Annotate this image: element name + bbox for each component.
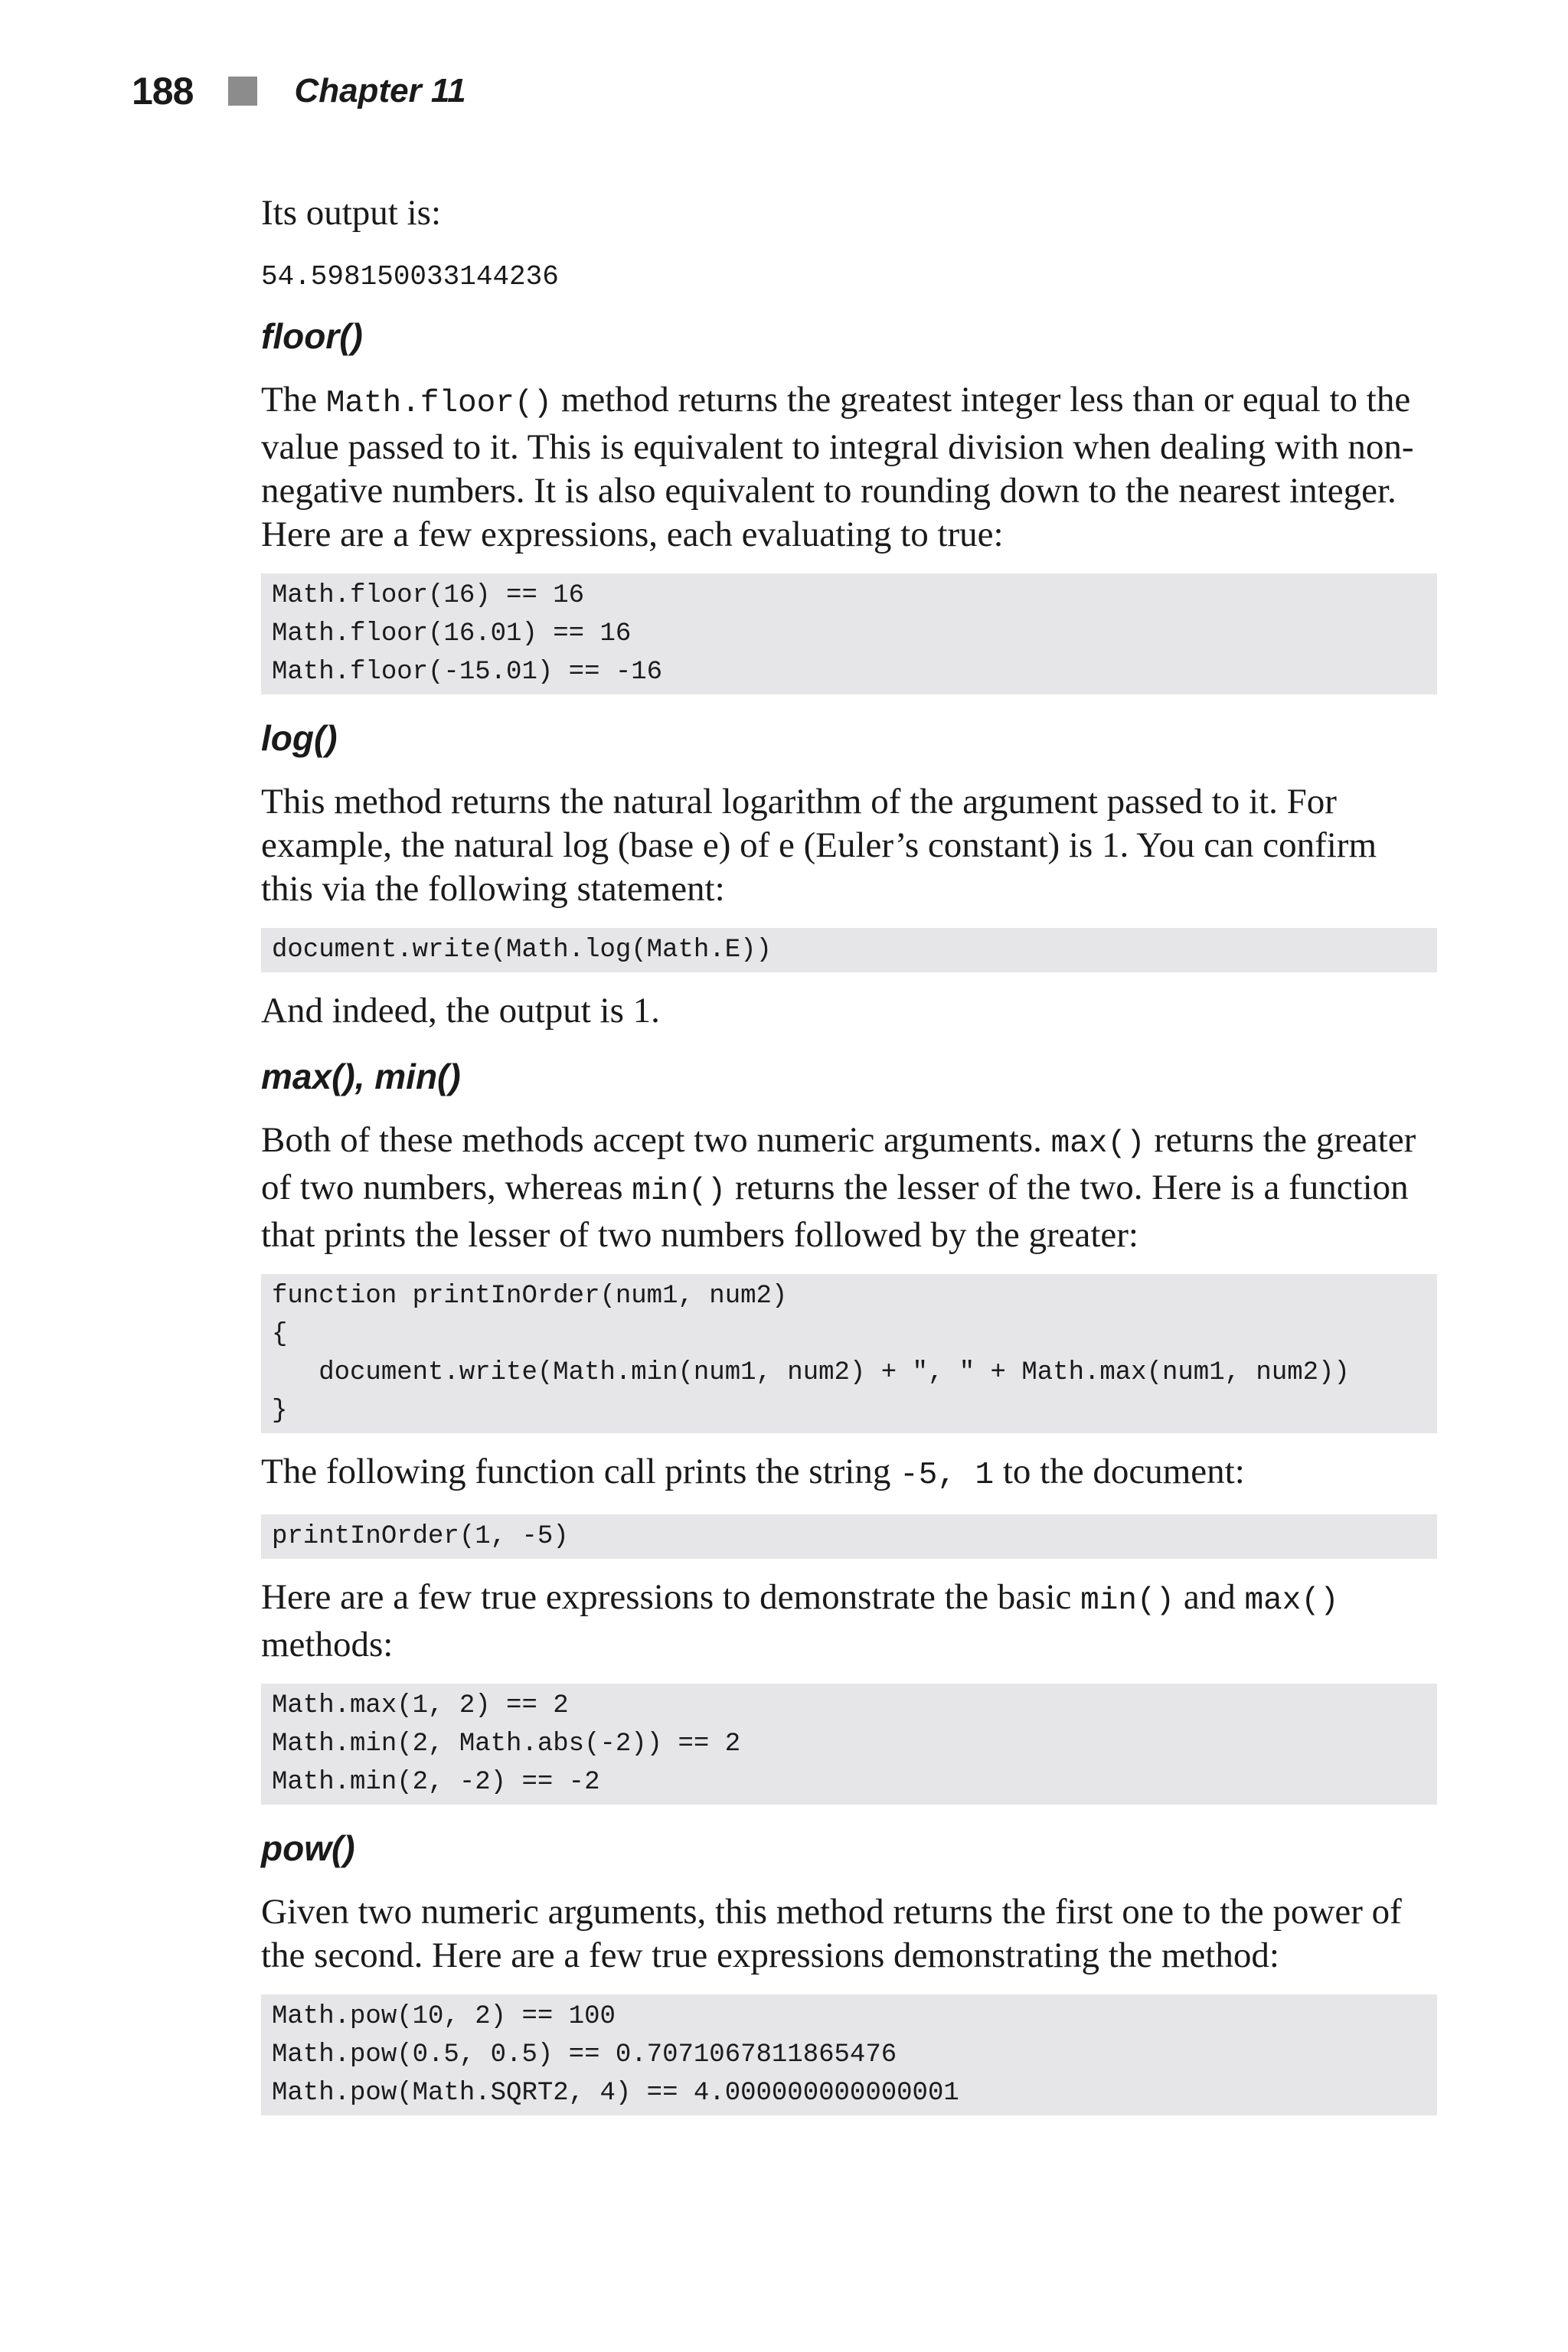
code-line: document.write(Math.min(num1, num2) + ", " + Math.max(num1, num2)) [272,1358,1350,1387]
log-paragraph: This method returns the natural logarithm of the argument passed to it. For example, the natural log (base e) of e (Euler’s constant) is 1. You can confirm this via the following statement: [261,782,1377,909]
maxmin-inline-code: max() [1244,1583,1339,1619]
maxmin-paragraph-3 [261,1576,1437,1667]
floor-heading: floor() [261,316,363,356]
maxmin-expr-code-block [261,1684,1437,1805]
code-line: Math.floor(-15.01) == -16 [272,658,663,687]
maxmin-text-h: methods: [261,1625,394,1664]
maxmin-paragraph [261,1119,1437,1257]
code-line: Math.max(1, 2) == 2 [272,1691,569,1720]
log-paragraph-2: And indeed, the output is 1. [261,991,660,1031]
maxmin-text-e: to the document: [994,1452,1245,1491]
maxmin-text-a: Both of these methods accept two numeric arguments. [261,1120,1051,1160]
code-line: Math.pow(0.5, 0.5) == 0.7071067811865476 [272,2040,897,2069]
code-line: Math.floor(16.01) == 16 [272,619,632,648]
maxmin-inline-code: min() [1080,1583,1175,1619]
maxmin-inline-code: min() [632,1174,727,1209]
code-line: { [272,1320,288,1349]
maxmin-inline-code: max() [1050,1126,1145,1161]
code-line: printInOrder(1, -5) [272,1522,569,1551]
code-line: Math.pow(10, 2) == 100 [272,2002,616,2031]
page-content [261,191,1437,2132]
pow-code-block [261,1994,1437,2115]
code-line: function printInOrder(num1, num2) [272,1282,788,1311]
maxmin-text-g: and [1174,1577,1245,1617]
log-code-block [261,928,1437,972]
maxmin-call-code-block [261,1514,1437,1559]
floor-inline-code: Math.floor() [325,386,553,421]
intro-text: Its output is: [261,193,442,233]
page-header [132,69,466,113]
code-line: Math.min(2, Math.abs(-2)) == 2 [272,1730,741,1759]
floor-code-block [261,573,1437,694]
pow-paragraph: Given two numeric arguments, this method returns the first one to the power of the second. Here are a few true expressions demonstrating the method: [261,1892,1402,1975]
maxmin-text-d: The following function call prints the string [261,1452,900,1491]
floor-text-2: method returns the greatest integer less than or equal to the value passed to it. This is equivalent to integral division when dealing with non-negative numbers. It is also equivalent to rounding down to the nearest integer. Here are a few expressions, each evaluating to true: [261,380,1414,554]
maxmin-text-c: returns the lesser of the two. Here is a function that prints the lesser of two numbers followed by the greater: [261,1168,1409,1255]
floor-text-1: The [261,380,326,420]
header-square-icon [228,77,257,106]
maxmin-text-b: returns the greater of two numbers, whereas [261,1120,1416,1207]
code-line: document.write(Math.log(Math.E)) [272,936,772,965]
floor-paragraph [261,378,1437,557]
maxmin-heading: max(), min() [261,1057,461,1096]
chapter-title: Chapter 11 [294,72,466,109]
maxmin-code-block [261,1274,1437,1433]
code-line: Math.min(2, -2) == -2 [272,1768,600,1797]
code-line: Math.floor(16) == 16 [272,581,585,610]
maxmin-text-f: Here are a few true expressions to demonstrate the basic [261,1577,1081,1617]
intro-output: 54.598150033144236 [261,261,559,292]
code-line: } [272,1396,288,1426]
maxmin-inline-code: -5, 1 [900,1458,995,1493]
page-number: 188 [132,70,194,113]
maxmin-paragraph-2 [261,1450,1437,1498]
code-line: Math.pow(Math.SQRT2, 4) == 4.000000000000001 [272,2079,959,2108]
pow-heading: pow() [261,1828,355,1868]
log-heading: log() [261,718,338,758]
